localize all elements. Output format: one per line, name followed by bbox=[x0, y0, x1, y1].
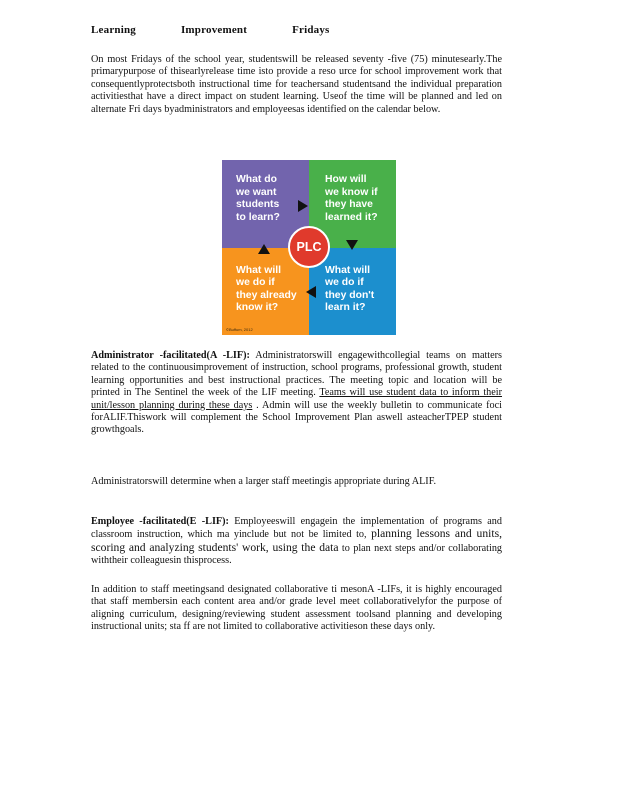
arrow-right-icon bbox=[298, 200, 308, 212]
arrow-up-icon bbox=[258, 244, 270, 254]
employee-emphasized-text: planning lessons and units, scoring and analyzing students' work, using the data bbox=[91, 527, 502, 554]
graphic-credit: ©Buffum, 2012 bbox=[226, 327, 253, 332]
quadrant-line: learned it? bbox=[325, 211, 378, 223]
title-word-3: Fridays bbox=[292, 24, 330, 36]
quadrant-line: they already bbox=[236, 289, 297, 301]
administrator-underlined-text: Teams will use student data to inform their unit/lesson planning during these days bbox=[91, 387, 503, 411]
quadrant-line: we do if bbox=[236, 277, 275, 289]
quadrant-line: to learn? bbox=[236, 211, 280, 223]
quadrant-line: they have bbox=[325, 199, 373, 211]
employee-text-end: to plan next steps and/or collaborating withtheir colleaguesin thisprocess. bbox=[91, 542, 503, 567]
quadrant-line: What will bbox=[325, 264, 371, 276]
quadrant-line: learn it? bbox=[325, 302, 366, 314]
employee-text: Employeeswill engagein the implementation of programs and classroom instruction, which ma yinclude but not be limited to, bbox=[91, 516, 502, 541]
arrow-left-icon bbox=[306, 286, 316, 298]
administrator-text-end: . Admin will use the weekly bulletin to communicate foci forALIF.Thiswork will complement the School Improvement Plan aswell asteacherTPEP student growthgoals. bbox=[91, 399, 502, 436]
plc-graphic bbox=[222, 160, 396, 335]
quadrant-line: What do bbox=[236, 174, 277, 185]
quadrant-line: How will bbox=[325, 174, 367, 185]
arrow-down-icon bbox=[346, 240, 358, 250]
administrator-text: Administratorswill engagewithcollegial teams on matters related to the continuousimprovement of instruction, school programs, professional growth, student learning opportunities and best instructional practices. The meeting topic and location will be printed in The Sentinel the week of the LIF meeting. bbox=[91, 350, 503, 399]
employee-lead: Employee -facilitated(E -LIF): bbox=[91, 516, 229, 527]
quadrant-line: know it? bbox=[236, 302, 279, 314]
quadrant-line: What will bbox=[236, 264, 282, 276]
title-word-2: Improvement bbox=[180, 24, 248, 36]
title-word-1: Learning bbox=[91, 24, 136, 36]
page-title bbox=[91, 24, 330, 36]
quadrant-line: students bbox=[236, 199, 280, 211]
administrator-paragraph bbox=[91, 350, 502, 437]
administrator-lead: Administrator -facilitated(A -LIF): bbox=[91, 350, 250, 361]
quadrant-line: we do if bbox=[325, 277, 364, 289]
quadrant-line: we want bbox=[236, 186, 277, 198]
quadrant-line: we know if bbox=[325, 186, 378, 198]
administrator-note-paragraph: Administratorswill determine when a larger staff meetingis appropriate during ALIF. bbox=[91, 476, 437, 487]
plc-center-badge: PLC bbox=[288, 226, 330, 268]
employee-paragraph bbox=[91, 516, 502, 568]
quadrant-line: they don't bbox=[325, 289, 375, 301]
additional-paragraph: In addition to staff meetingsand designated collaborative ti mesonA -LIFs, it is highly encouraged that staff membersin each content area and/or grade level meet collaborativelyfor the purpose of aligning curriculum, designing/reviewing student assessment toolsand planning and developing instructional units; sta ff are not limited to collaborative activitieson these days only. bbox=[91, 584, 502, 633]
intro-paragraph: On most Fridays of the school year, studentswill be released seventy -five (75) minutesearly.The primarypurpose of thisearlyrelease time isto provide a reso urce for school improvement work that consequentlyprotectsboth instructional time for teachersand studentsand the individual preparation activitiesthat have a direct impact on student learning. Useof the time will be planned and led on alternate Fri days byadministrators and employeesas identified on the calendar below. bbox=[91, 54, 502, 115]
